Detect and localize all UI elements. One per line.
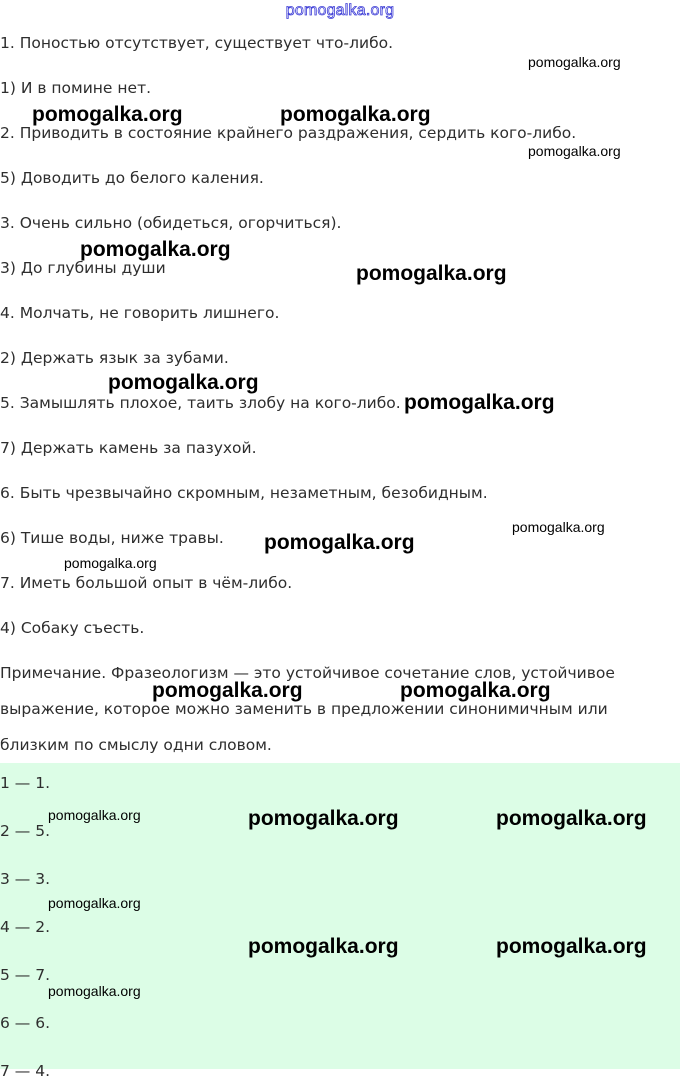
text-line: 7) Держать камень за пазухой. (0, 439, 257, 457)
watermark: pomogalka.org (280, 103, 431, 126)
text-line: 4) Собаку съесть. (0, 619, 145, 637)
watermark: pomogalka.org (32, 103, 183, 126)
watermark: pomogalka.org (496, 807, 647, 830)
text-line: 4. Молчать, не говорить лишнего. (0, 304, 280, 322)
text-line: 1. Поностью отсутствует, существует что-либо. (0, 34, 394, 52)
text-line: 3) До глубины души (0, 259, 166, 277)
watermark: pomogalka.org (400, 679, 551, 702)
text-line: 3. Очень сильно (обидеться, огорчиться). (0, 214, 342, 232)
watermark: pomogalka.org (512, 519, 605, 535)
watermark: pomogalka.org (528, 143, 621, 159)
note-line: выражение, которое можно заменить в предложении синонимичным или (0, 700, 608, 718)
note-line: близким по смыслу одни словом. (0, 736, 272, 754)
watermark: pomogalka.org (64, 555, 157, 571)
site-header: pomogalka.org (285, 2, 395, 19)
answer-line: 2 — 5. (0, 822, 51, 840)
text-line: 2. Приводить в состояние крайнего раздражения, сердить кого-либо. (0, 124, 577, 142)
watermark: pomogalka.org (248, 807, 399, 830)
watermark: pomogalka.org (264, 531, 415, 554)
watermark: pomogalka.org (80, 238, 231, 261)
text-line: 7. Иметь большой опыт в чём-либо. (0, 574, 293, 592)
text-line: 1) И в помине нет. (0, 79, 152, 97)
watermark: pomogalka.org (404, 391, 555, 414)
answer-line: 3 — 3. (0, 870, 51, 888)
answer-line: 6 — 6. (0, 1014, 51, 1032)
answer-line: 7 — 4. (0, 1062, 51, 1080)
answer-line: 4 — 2. (0, 918, 51, 936)
watermark: pomogalka.org (152, 679, 303, 702)
watermark: pomogalka.org (108, 371, 259, 394)
text-line: 2) Держать язык за зубами. (0, 349, 229, 367)
text-line: 6) Тише воды, ниже травы. (0, 529, 224, 547)
watermark: pomogalka.org (248, 935, 399, 958)
watermark: pomogalka.org (48, 983, 141, 999)
text-line: 5. Замышлять плохое, таить злобу на кого-либо. (0, 394, 401, 412)
text-line: 5) Доводить до белого каления. (0, 169, 264, 187)
note-line: Примечание. Фразеологизм — это устойчивое сочетание слов, устойчивое (0, 664, 615, 682)
watermark: pomogalka.org (48, 807, 141, 823)
answer-line: 1 — 1. (0, 774, 51, 792)
text-line: 6. Быть чрезвычайно скромным, незаметным, безобидным. (0, 484, 488, 502)
answer-line: 5 — 7. (0, 966, 51, 984)
watermark: pomogalka.org (496, 935, 647, 958)
watermark: pomogalka.org (48, 895, 141, 911)
watermark: pomogalka.org (356, 262, 507, 285)
watermark: pomogalka.org (528, 54, 621, 70)
